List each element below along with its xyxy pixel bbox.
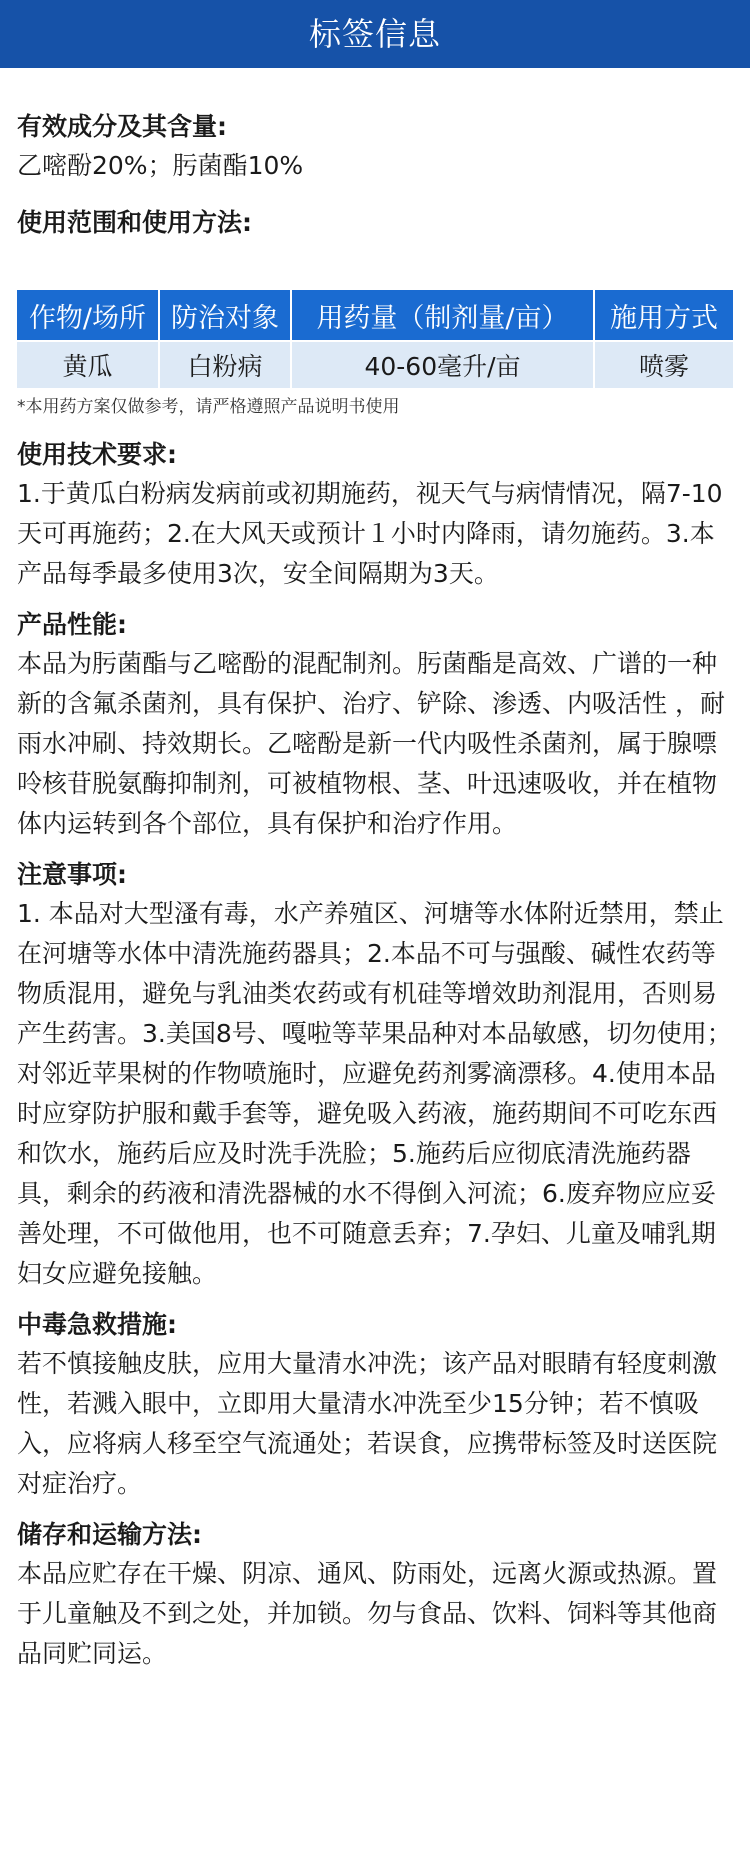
column-header-dosage: 用药量（制剂量/亩） xyxy=(291,290,594,341)
section-performance xyxy=(17,606,733,844)
section-tech-requirements xyxy=(17,436,733,594)
section-body: 本品为肟菌酯与乙嘧酚的混配制剂。肟菌酯是高效、广谱的一种新的含氟杀菌剂，具有保护、治疗、铲除、渗透、内吸活性 ，耐雨水冲刷、持效期长。乙嘧酚是新一代内吸性杀菌剂，属于腺嘌呤核苷脱氨酶抑制剂，可被植物根、茎、叶迅速吸收，并在植物体内运转到各个部位，具有保护和治疗作用。 xyxy=(17,649,725,838)
column-header-method: 施用方式 xyxy=(594,290,733,341)
section-body: 乙嘧酚20%；肟菌酯10% xyxy=(17,151,304,180)
usage-table xyxy=(17,290,733,388)
section-title: 使用技术要求: xyxy=(17,440,177,469)
section-title: 注意事项: xyxy=(17,860,127,889)
label-content xyxy=(0,108,750,1674)
section-title: 储存和运输方法: xyxy=(17,1520,202,1549)
column-header-crop: 作物/场所 xyxy=(17,290,159,341)
section-title: 产品性能: xyxy=(17,610,127,639)
header-title: 标签信息 xyxy=(308,15,441,53)
cell-method: 喷雾 xyxy=(594,341,733,388)
section-body: 本品应贮存在干燥、阴凉、通风、防雨处，远离火源或热源。置于儿童触及不到之处，并加锁。勿与食品、饮料、饲料等其他商品同贮同运。 xyxy=(17,1559,718,1668)
section-title: 使用范围和使用方法: xyxy=(17,208,252,237)
page-header xyxy=(0,0,750,68)
section-precautions xyxy=(17,856,733,1294)
section-body: 若不慎接触皮肤，应用大量清水冲洗；该产品对眼睛有轻度刺激性，若溅入眼中，立即用大量清水冲洗至少15分钟；若不慎吸入，应将病人移至空气流通处；若误食，应携带标签及时送医院对症治疗。 xyxy=(17,1349,718,1498)
cell-dosage: 40-60毫升/亩 xyxy=(291,341,594,388)
section-body: 1. 本品对大型溞有毒，水产养殖区、河塘等水体附近禁用，禁止在河塘等水体中清洗施药器具；2.本品不可与强酸、碱性农药等物质混用，避免与乳油类农药或有机硅等增效助剂混用，否则易产生药害。3.美国8号、嘎啦等苹果品种对本品敏感，切勿使用；对邻近苹果树的作物喷施时，应避免药剂雾滴漂移。4.使用本品时应穿防护服和戴手套等，避免吸入药液，施药期间不可吃东西和饮水，施药后应及时洗手洗脸；5.施药后应彻底清洗施药器具，剩余的药液和清洗器械的水不得倒入河流；6.废弃物应应妥善处理，不可做他用，也不可随意丢弃；7.孕妇、儿童及哺乳期妇女应避免接触。 xyxy=(17,899,732,1288)
section-ingredients xyxy=(17,108,733,186)
section-usage xyxy=(17,204,733,422)
cell-crop: 黄瓜 xyxy=(17,341,159,388)
section-first-aid xyxy=(17,1306,733,1504)
column-header-target: 防治对象 xyxy=(159,290,291,341)
table-header-row xyxy=(17,290,733,341)
section-title: 有效成分及其含量: xyxy=(17,112,227,141)
cell-target: 白粉病 xyxy=(159,341,291,388)
table-row xyxy=(17,341,733,388)
section-title: 中毒急救措施: xyxy=(17,1310,177,1339)
usage-note: *本用药方案仅做参考，请严格遵照产品说明书使用 xyxy=(17,397,400,417)
section-storage xyxy=(17,1516,733,1674)
section-body: 1.于黄瓜白粉病发病前或初期施药，视天气与病情情况，隔7-10天可再施药；2.在大风天或预计１小时内降雨，请勿施药。3.本产品每季最多使用3次，安全间隔期为3天。 xyxy=(17,479,723,588)
